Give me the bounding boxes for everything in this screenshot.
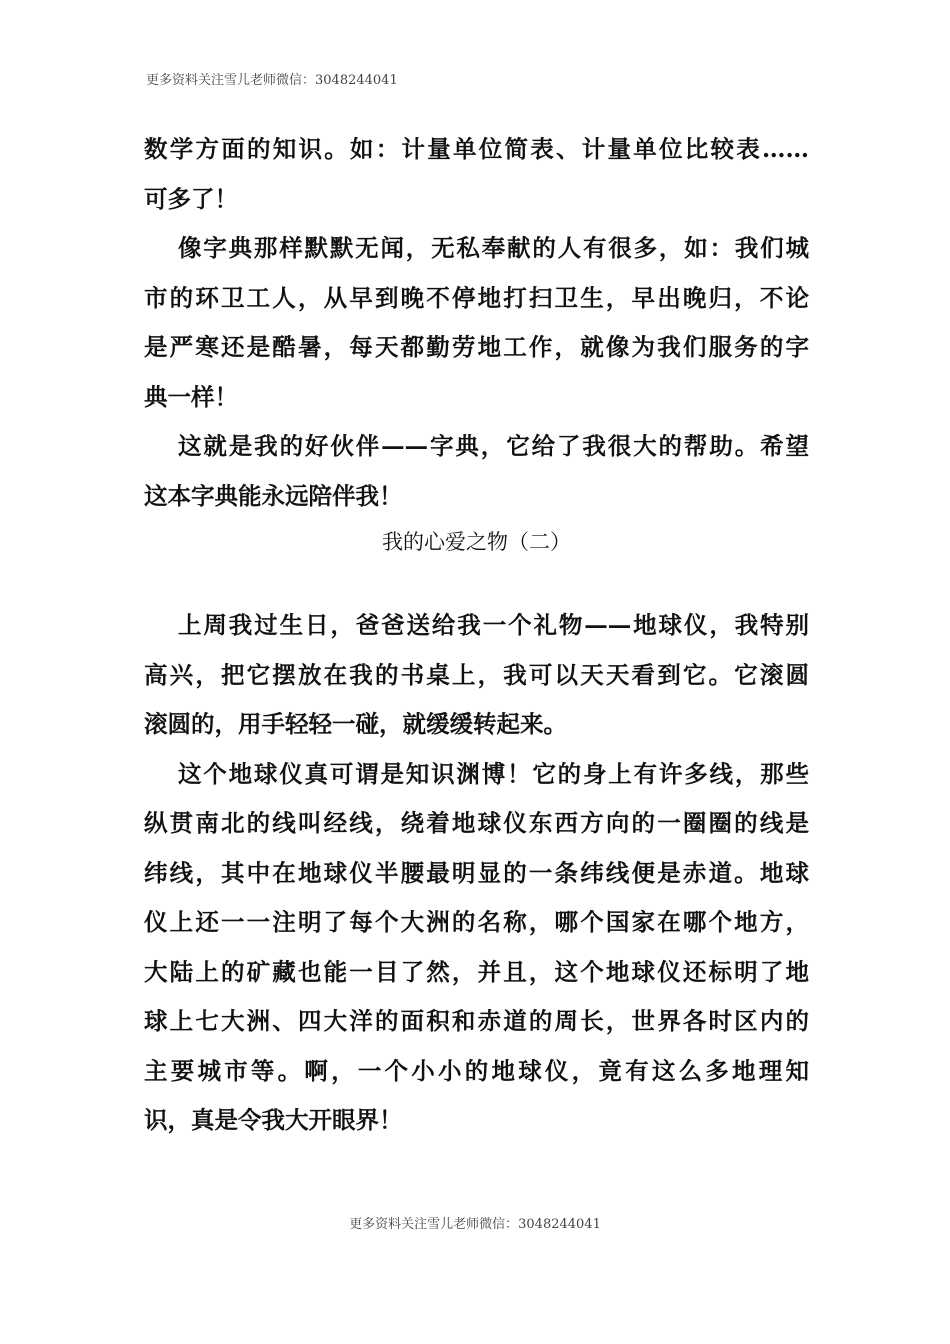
text-line: 数学方面的知识。如：计量单位简表、计量单位比较表……	[144, 135, 809, 163]
paragraph-continuation	[144, 125, 809, 224]
text-line: 高兴，把它摆放在我的书桌上，我可以天天看到它。它滚圆	[144, 660, 809, 689]
text-line: 像字典那样默默无闻，无私奉献的人有很多，如：我们城	[178, 234, 809, 262]
text-line: 滚圆的，用手轻轻一碰，就缓缓转起来。	[144, 710, 567, 738]
text-line: 市的环卫工人，从早到晚不停地打扫卫生，早出晚归，不论	[144, 283, 809, 312]
paragraph-selfless	[144, 224, 809, 422]
paragraph-conclusion	[144, 422, 809, 521]
text-line: 这个地球仪真可谓是知识渊博！它的身上有许多线，那些	[178, 759, 809, 788]
text-line: 纬线，其中在地球仪半腰最明显的一条纬线便是赤道。地球	[144, 858, 809, 887]
paragraph-globe-knowledge	[144, 750, 809, 1146]
text-line: 主要城市等。啊，一个小小的地球仪，竟有这么多地理知	[144, 1056, 809, 1085]
text-line: 纵贯南北的线叫经线，绕着地球仪东西方向的一圈圈的线是	[144, 809, 809, 837]
text-line: 识，真是令我大开眼界！	[144, 1106, 403, 1134]
page-header: 更多资料关注雪儿老师微信：3048244041	[146, 73, 398, 88]
text-line: 这本字典能永远陪伴我！	[144, 481, 403, 510]
text-line: 大陆上的矿藏也能一目了然，并且，这个地球仪还标明了地	[144, 957, 809, 986]
text-line: 是严寒还是酷暑，每天都勤劳地工作，就像为我们服务的字	[144, 333, 809, 361]
text-line: 可多了！	[144, 184, 238, 213]
page-footer: 更多资料关注雪儿老师微信：3048244041	[349, 1217, 601, 1232]
text-line: 这就是我的好伙伴——字典，它给了我很大的帮助。希望	[178, 432, 809, 460]
text-line: 典一样！	[144, 382, 238, 411]
text-line: 仪上还一一注明了每个大洲的名称，哪个国家在哪个地方，	[144, 908, 809, 936]
document-body	[144, 125, 809, 1146]
text-line: 球上七大洲、四大洋的面积和赤道的周长，世界各时区内的	[144, 1007, 809, 1035]
text-line: 上周我过生日，爸爸送给我一个礼物——地球仪，我特别	[178, 611, 809, 639]
paragraph-birthday-gift	[144, 601, 809, 750]
section-title: 我的心爱之物（二）	[382, 530, 571, 554]
